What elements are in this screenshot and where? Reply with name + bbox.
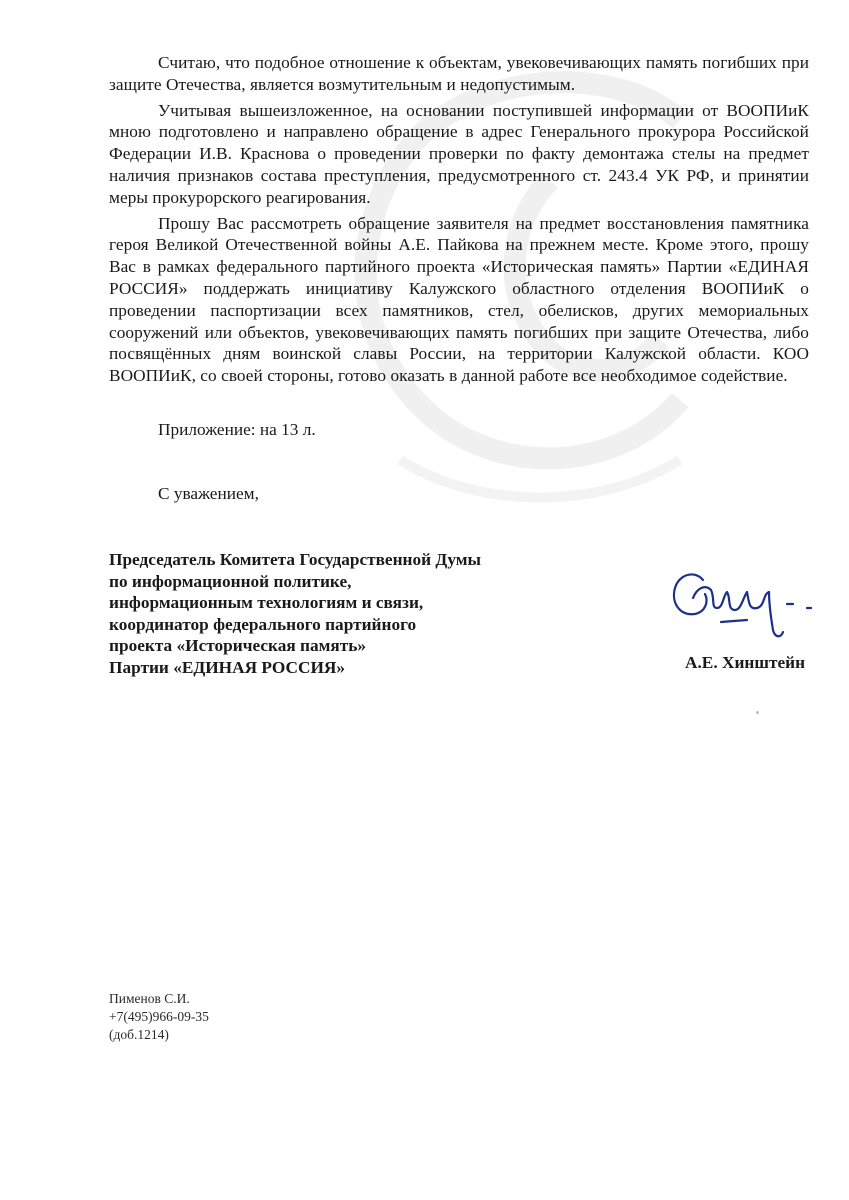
body-paragraph: Учитывая вышеизложенное, на основании поступившей информации от ВООПИиК мною подготовлено и направлено обращение в адрес Генерального прокурора Российской Федерации И.В. Краснова о проведении проверки по факту демонтажа стелы на предмет наличия признаков состава преступления, предусмотренного ст. 243.4 УК РФ, и принятии меры прокурорского реагирования.	[109, 100, 809, 207]
handwritten-signature-icon	[665, 558, 825, 643]
executor-name: Пименов С.И.	[109, 991, 190, 1006]
letter-body	[109, 52, 809, 391]
signatory-name: А.Е. Хинштейн	[685, 653, 806, 672]
attachment-note: Приложение: на 13 л.	[158, 420, 316, 439]
signatory-title-line: по информационной политике,	[109, 571, 352, 591]
executor-contact	[109, 990, 209, 1044]
signatory-title-line: Председатель Комитета Государственной Думы	[109, 550, 482, 569]
signatory-title-line: координатор федерального партийного	[109, 614, 417, 634]
body-paragraph: Прошу Вас рассмотреть обращение заявителя на предмет восстановления памятника героя Великой Отечественной войны А.Е. Пайкова на прежнем месте. Кроме этого, прошу Вас в рамках федерального партийного проекта «Историческая память» Партии «ЕДИНАЯ РОССИЯ» поддержать инициативу Калужского областного отделения ВООПИиК о проведении паспортизации всех памятников, стел, обелисков, других мемориальных сооружений или объектов, увековечивающих память погибших при защите Отечества, либо посвящённых дням воинской славы России, на территории Калужской области. КОО ВООПИиК, со своей стороны, готово оказать в данной работе все необходимое содействие.	[109, 213, 809, 386]
executor-phone: +7(495)966-09-35	[109, 1009, 209, 1024]
signatory-title-line: информационным технологиям и связи,	[109, 593, 424, 612]
body-paragraph: Считаю, что подобное отношение к объектам, увековечивающих память погибших при защите Отечества, является возмутительным и недопустимым.	[109, 53, 809, 94]
scan-speck	[756, 711, 759, 714]
closing-salutation: С уважением,	[158, 484, 259, 503]
signatory-title	[109, 549, 481, 678]
signatory-title-line: Партии «ЕДИНАЯ РОССИЯ»	[109, 657, 346, 677]
signatory-title-line: проекта «Историческая память»	[109, 636, 367, 655]
executor-extension: (доб.1214)	[109, 1027, 169, 1042]
